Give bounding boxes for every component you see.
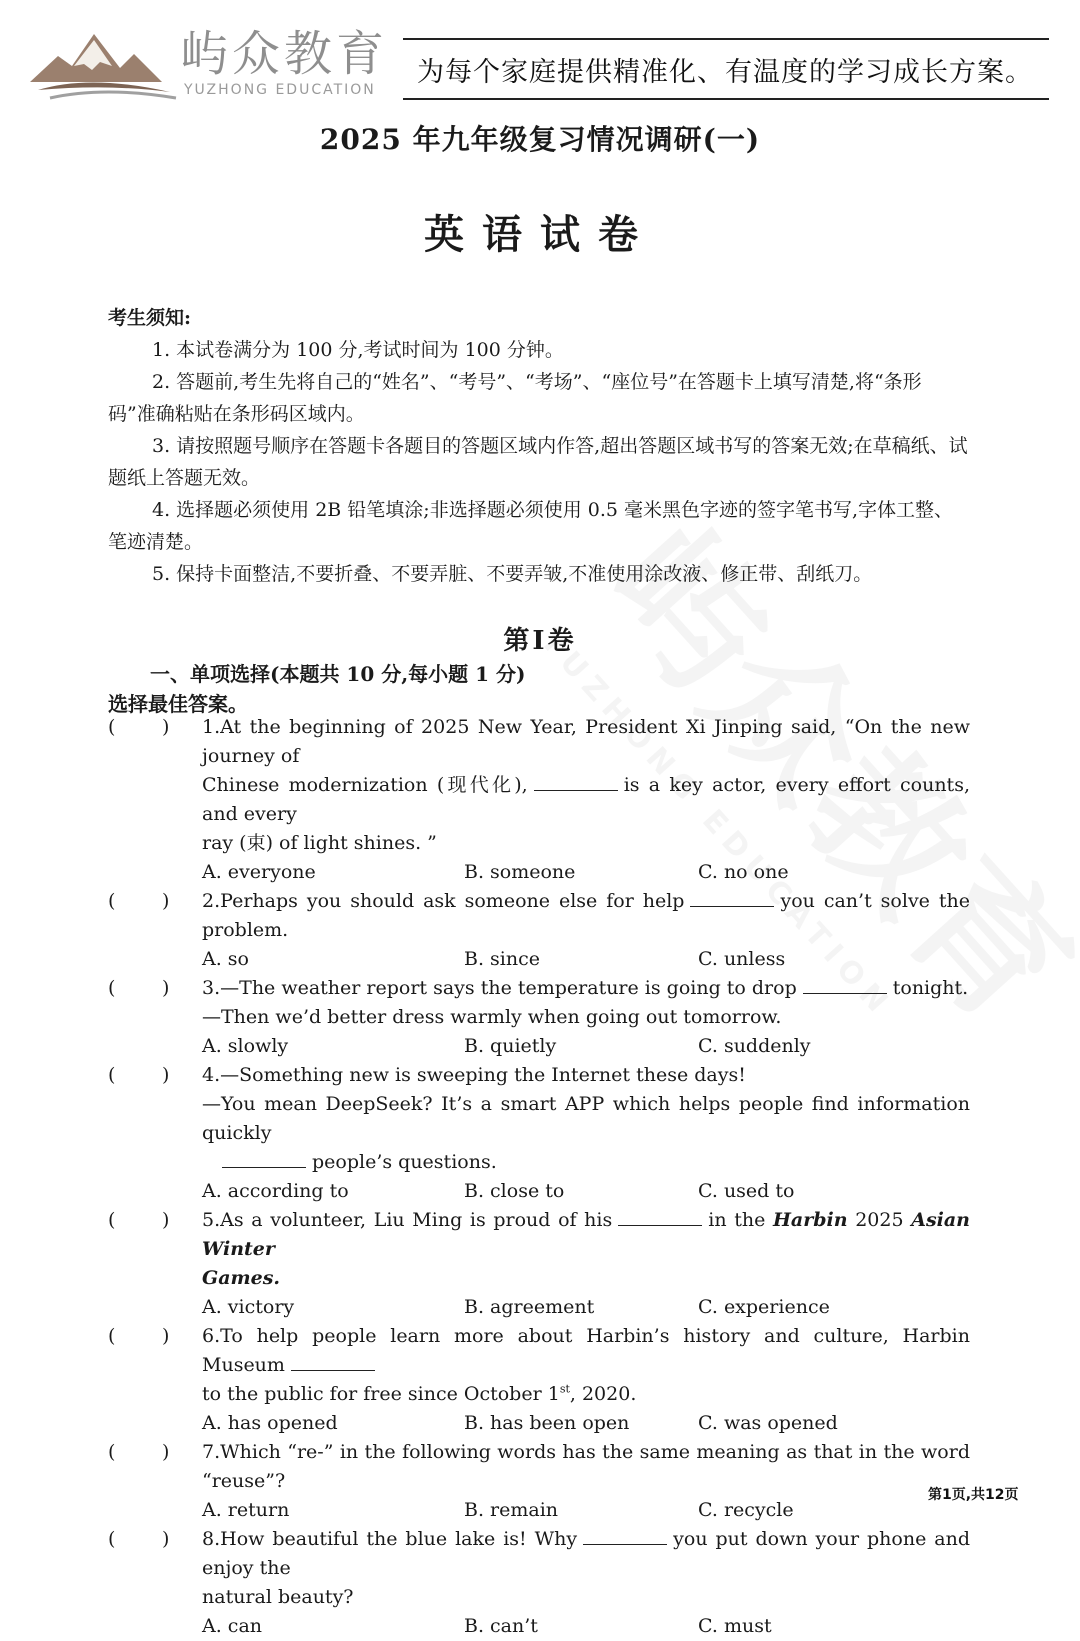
question-number: 5. (202, 1209, 221, 1231)
option-row (202, 858, 970, 887)
notice-item: 2. 答题前,考生先将自己的“姓名”、“考号”、“考场”、“座位号”在答题卡上填写清楚,将“条形码”准确粘贴在条形码区域内。 (108, 371, 922, 425)
option-a[interactable]: A. can (202, 1615, 263, 1637)
section-instruction: 选择最佳答案。 (108, 692, 248, 716)
answer-bracket[interactable]: ( ) (108, 1325, 170, 1347)
mountain-logo-icon (30, 26, 178, 102)
event-name: Asian Winter (202, 1209, 970, 1260)
question-number: 4. (202, 1064, 221, 1086)
option-a[interactable]: A. according to (202, 1180, 349, 1202)
question-number: 8. (202, 1528, 221, 1550)
notice-item: 3. 请按照题号顺序在答题卡各题目的答题区域内作答,超出答题区域书写的答案无效;在草稿纸、试题纸上答题无效。 (108, 435, 968, 489)
candidate-notice (108, 302, 968, 590)
answer-bracket[interactable]: ( ) (108, 1209, 170, 1231)
option-row (202, 1293, 970, 1322)
ordinal-suffix: st (559, 1382, 570, 1396)
option-a[interactable]: A. so (202, 948, 249, 970)
question-8 (108, 1525, 970, 1641)
event-name: Games. (202, 1267, 281, 1289)
question-text: At the beginning of 2025 New Year, President Xi Jinping said, “On the new journey of (202, 716, 970, 767)
question-text: —Something new is sweeping the Internet these days! (220, 1064, 746, 1086)
question-text: to the public for free since October 1 (202, 1383, 560, 1405)
question-text: is a key actor, every effort counts, and every (202, 774, 970, 825)
answer-bracket[interactable]: ( ) (108, 1441, 170, 1463)
page-number: 第1页,共12页 (928, 1487, 1019, 1503)
option-b[interactable]: B. remain (464, 1499, 559, 1521)
option-c[interactable]: C. suddenly (698, 1035, 811, 1057)
question-text: people’s questions. (312, 1151, 497, 1173)
option-a[interactable]: A. has opened (202, 1412, 338, 1434)
question-6 (108, 1322, 970, 1438)
question-text: Chinese modernization (现代化), (202, 774, 528, 796)
question-text: , 2020. (569, 1383, 637, 1405)
question-text: ray (束) of light shines. ” (202, 832, 437, 854)
option-row (202, 1496, 970, 1525)
notice-item: 5. 保持卡面整洁,不要折叠、不要弄脏、不要弄皱,不准使用涂改液、修正带、刮纸刀。 (152, 563, 873, 585)
option-b[interactable]: B. agreement (464, 1296, 595, 1318)
option-c[interactable]: C. recycle (698, 1499, 794, 1521)
page-header (0, 0, 1080, 110)
notice-item: 4. 选择题必须使用 2B 铅笔填涂;非选择题必须使用 0.5 毫米黑色字迹的签字笔书写,字体工整、笔迹清楚。 (108, 499, 954, 553)
answer-blank (222, 1151, 306, 1168)
option-c[interactable]: C. used to (698, 1180, 795, 1202)
option-b[interactable]: B. can’t (464, 1615, 538, 1637)
section-title: 一、单项选择(本题共 10 分,每小题 1 分) (150, 662, 526, 686)
event-year: 2025 (855, 1209, 904, 1231)
question-4 (108, 1061, 970, 1206)
option-row (202, 1032, 970, 1061)
question-7 (108, 1438, 970, 1525)
event-name: Harbin (772, 1209, 848, 1231)
option-a[interactable]: A. return (202, 1499, 290, 1521)
answer-blank (803, 977, 887, 994)
question-text: Which “re-” in the following words has the same meaning as that in the word “reuse”? (202, 1441, 970, 1492)
question-text: you can’t solve the problem. (202, 890, 970, 941)
question-number: 6. (202, 1325, 221, 1347)
question-list (108, 713, 970, 1641)
question-3 (108, 974, 970, 1061)
question-text: in the (708, 1209, 766, 1231)
answer-blank (534, 774, 618, 791)
slogan: 为每个家庭提供精准化、有温度的学习成长方案。 (417, 57, 1033, 88)
answer-blank (291, 1354, 375, 1371)
question-5 (108, 1206, 970, 1322)
option-a[interactable]: A. everyone (202, 861, 316, 883)
brand-name-en: YUZHONG EDUCATION (184, 82, 376, 98)
option-row (202, 945, 970, 974)
option-row (202, 1612, 970, 1641)
option-c[interactable]: C. must (698, 1615, 772, 1637)
answer-blank (583, 1528, 667, 1545)
question-text: Perhaps you should ask someone else for help (220, 890, 685, 912)
question-text: tonight. (892, 977, 969, 999)
question-number: 2. (202, 890, 221, 912)
question-number: 7. (202, 1441, 221, 1463)
answer-blank (690, 890, 774, 907)
option-b[interactable]: B. quietly (464, 1035, 557, 1057)
option-b[interactable]: B. has been open (464, 1412, 630, 1434)
option-a[interactable]: A. slowly (202, 1035, 289, 1057)
option-b[interactable]: B. since (464, 948, 540, 970)
exam-title: 2025 年九年级复习情况调研(一) (319, 123, 761, 156)
answer-bracket[interactable]: ( ) (108, 716, 170, 738)
option-b[interactable]: B. close to (464, 1180, 565, 1202)
question-text: —The weather report says the temperature is going to drop (220, 977, 797, 999)
question-number: 1. (202, 716, 221, 738)
answer-bracket[interactable]: ( ) (108, 977, 170, 999)
question-2 (108, 887, 970, 974)
option-row (202, 1177, 970, 1206)
answer-bracket[interactable]: ( ) (108, 890, 170, 912)
option-c[interactable]: C. unless (698, 948, 786, 970)
option-c[interactable]: C. was opened (698, 1412, 838, 1434)
subject-title: 英语试卷 (424, 211, 656, 258)
notice-heading: 考生须知: (108, 307, 192, 329)
option-a[interactable]: A. victory (202, 1296, 295, 1318)
volume-title: 第Ⅰ卷 (503, 626, 577, 656)
question-1 (108, 713, 970, 887)
option-b[interactable]: B. someone (464, 861, 576, 883)
question-text: How beautiful the blue lake is! Why (220, 1528, 578, 1550)
question-text: To help people learn more about Harbin’s history and culture, Harbin Museum (202, 1325, 970, 1376)
answer-blank (618, 1209, 702, 1226)
question-text: As a volunteer, Liu Ming is proud of his (220, 1209, 613, 1231)
question-text: natural beauty? (202, 1586, 354, 1608)
answer-bracket[interactable]: ( ) (108, 1064, 170, 1086)
question-text: —Then we’d better dress warmly when going out tomorrow. (202, 1006, 782, 1028)
answer-bracket[interactable]: ( ) (108, 1528, 170, 1550)
slogan-box (403, 38, 1049, 100)
option-row (202, 1409, 970, 1438)
brand-name-cn: 屿众教育 (180, 26, 389, 82)
question-text: —You mean DeepSeek? It’s a smart APP which helps people find information quickly (202, 1093, 970, 1144)
option-c[interactable]: C. experience (698, 1296, 830, 1318)
option-c[interactable]: C. no one (698, 861, 789, 883)
question-number: 3. (202, 977, 221, 999)
notice-item: 1. 本试卷满分为 100 分,考试时间为 100 分钟。 (152, 339, 564, 361)
question-text: you put down your phone and enjoy the (202, 1528, 970, 1579)
